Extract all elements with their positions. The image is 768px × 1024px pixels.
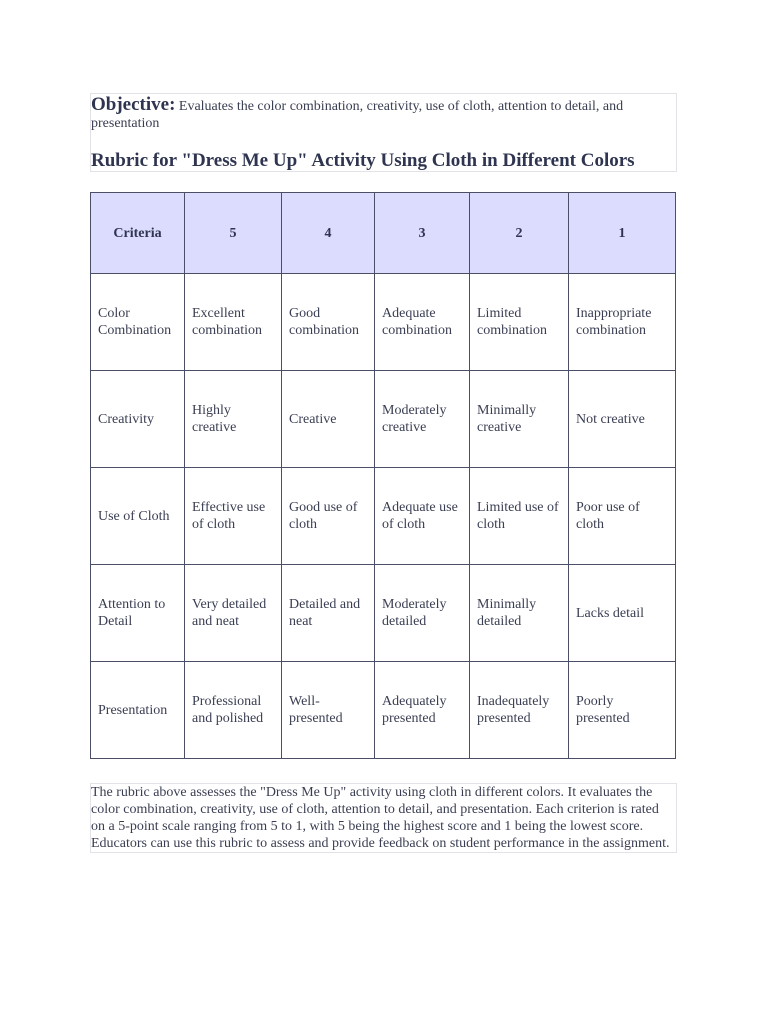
table-cell: Minimally detailed — [470, 565, 569, 662]
table-cell: Limited use of cloth — [470, 468, 569, 565]
criteria-cell: Creativity — [91, 371, 185, 468]
table-row — [91, 468, 676, 565]
table-cell: Very detailed and neat — [185, 565, 282, 662]
page-title: Rubric for "Dress Me Up" Activity Using Cloth in Different Colors — [91, 150, 635, 171]
objective-paragraph — [91, 96, 678, 132]
table-cell: Moderately creative — [375, 371, 470, 468]
header-score-2: 2 — [470, 193, 569, 274]
table-cell: Limited combination — [470, 274, 569, 371]
table-cell: Creative — [282, 371, 375, 468]
table-cell: Well-presented — [282, 662, 375, 759]
table-row — [91, 371, 676, 468]
criteria-cell: Attention to Detail — [91, 565, 185, 662]
objective-label: Objective: — [91, 94, 176, 115]
table-cell: Poorly presented — [569, 662, 676, 759]
header-score-3: 3 — [375, 193, 470, 274]
criteria-cell: Use of Cloth — [91, 468, 185, 565]
table-cell: Inappropriate combination — [569, 274, 676, 371]
table-cell: Adequate combination — [375, 274, 470, 371]
table-cell: Good use of cloth — [282, 468, 375, 565]
table-cell: Highly creative — [185, 371, 282, 468]
table-row — [91, 662, 676, 759]
table-cell: Inadequately presented — [470, 662, 569, 759]
objective-text: Evaluates the color combination, creativity, use of cloth, attention to detail, and presentation — [91, 99, 624, 131]
table-cell: Lacks detail — [569, 565, 676, 662]
header-criteria: Criteria — [91, 193, 185, 274]
table-cell: Effective use of cloth — [185, 468, 282, 565]
table-cell: Minimally creative — [470, 371, 569, 468]
header-score-4: 4 — [282, 193, 375, 274]
rubric-table — [90, 192, 676, 759]
table-cell: Not creative — [569, 371, 676, 468]
table-cell: Adequate use of cloth — [375, 468, 470, 565]
table-cell: Moderately detailed — [375, 565, 470, 662]
table-cell: Poor use of cloth — [569, 468, 676, 565]
summary-paragraph: The rubric above assesses the "Dress Me Up" activity using cloth in different colors. It evaluates the color combination, creativity, use of cloth, attention to detail, and presentation. Each criterion is rated on a 5-point scale ranging from 5 to 1, with 5 being the highest score and 1 being the lowest score. Educators can use this rubric to assess and provide feedback on student performance in the assignment. — [90, 783, 677, 853]
header-score-1: 1 — [569, 193, 676, 274]
table-row — [91, 565, 676, 662]
header-box — [90, 93, 677, 172]
table-cell: Detailed and neat — [282, 565, 375, 662]
header-score-5: 5 — [185, 193, 282, 274]
table-row — [91, 274, 676, 371]
criteria-cell: Presentation — [91, 662, 185, 759]
table-cell: Good combination — [282, 274, 375, 371]
table-header-row — [91, 193, 676, 274]
table-cell: Professional and polished — [185, 662, 282, 759]
table-cell: Adequately presented — [375, 662, 470, 759]
criteria-cell: Color Combination — [91, 274, 185, 371]
table-cell: Excellent combination — [185, 274, 282, 371]
